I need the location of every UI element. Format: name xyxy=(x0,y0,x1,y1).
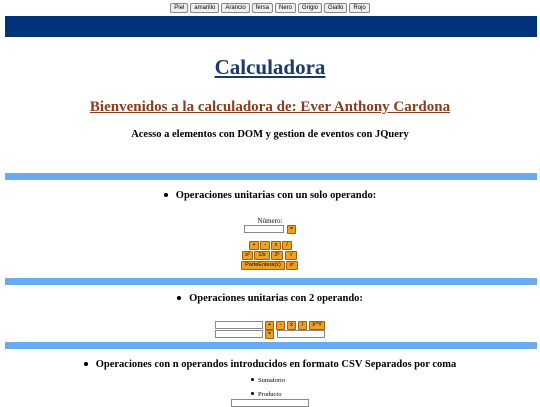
subtitle: Acesso a elementos con DOM y gestion de eventos con JQuery xyxy=(131,129,409,140)
unary-section-title xyxy=(0,190,540,201)
nary-title-text: Operaciones con n operandos introducidos en formato CSV Separados por coma xyxy=(95,359,457,370)
bullet-icon xyxy=(164,193,168,197)
header-band xyxy=(5,16,537,37)
binary-op-div-button[interactable]: / xyxy=(298,321,307,330)
number-input[interactable] xyxy=(244,225,284,233)
theme-button-piel[interactable]: Piel xyxy=(170,3,188,13)
section-divider xyxy=(5,173,537,180)
sumatorio-item xyxy=(251,377,285,384)
unary-op-plus-button[interactable]: + xyxy=(249,241,259,250)
producto-label: Producto xyxy=(258,391,282,398)
power-of-two-button[interactable]: 2ˣ xyxy=(271,251,283,260)
producto-item xyxy=(251,391,281,398)
binary-op-minus-button[interactable]: - xyxy=(276,321,285,330)
binary-op-mult-button[interactable]: x xyxy=(287,321,296,330)
number-label: Número: xyxy=(257,217,283,225)
unary-op-div-button[interactable]: / xyxy=(282,241,292,250)
operand-b-input[interactable] xyxy=(215,330,263,338)
integer-part-button[interactable]: ParteEntera(x) xyxy=(241,261,285,270)
bullet-icon xyxy=(177,296,181,300)
binary-op-plus-button[interactable]: + xyxy=(265,321,274,330)
square-button[interactable]: x² xyxy=(242,251,253,260)
binary-eval-button[interactable]: = xyxy=(265,330,274,339)
theme-button-arancio[interactable]: Arancio xyxy=(221,3,249,13)
binary-title-text: Operaciones unitarias con 2 operando: xyxy=(189,293,363,304)
welcome-heading: Bienvenidos a la calculadora de: Ever Anthony Cardona xyxy=(89,99,451,115)
binary-result-field[interactable] xyxy=(277,330,325,338)
bullet-icon xyxy=(84,362,88,366)
theme-button-fersa[interactable]: fersa xyxy=(252,3,273,13)
unary-eval-button[interactable]: = xyxy=(287,225,296,234)
nary-section-title xyxy=(0,359,540,370)
binary-section-title xyxy=(0,293,540,304)
inverse-button[interactable]: 1/x xyxy=(254,251,270,260)
section-divider xyxy=(5,278,537,285)
unary-op-minus-button[interactable]: - xyxy=(260,241,270,250)
bullet-icon xyxy=(251,392,254,395)
binary-op-power-button[interactable]: X^Y xyxy=(309,321,325,330)
operand-a-input[interactable] xyxy=(215,321,263,329)
unary-op-mult-button[interactable]: x xyxy=(271,241,281,250)
sumatorio-label: Sumatorio xyxy=(258,377,286,384)
section-divider xyxy=(5,342,537,349)
csv-input[interactable] xyxy=(231,399,309,407)
theme-button-giallo[interactable]: Giallo xyxy=(324,3,347,13)
bullet-icon xyxy=(251,378,254,381)
sqrt-button[interactable]: √ xyxy=(285,251,297,260)
theme-button-grigio[interactable]: Grigio xyxy=(298,3,322,13)
unary-title-text: Operaciones unitarias con un solo operando: xyxy=(175,190,377,201)
theme-button-nero[interactable]: Nero xyxy=(275,3,296,13)
theme-button-rojo[interactable]: Rojo xyxy=(349,3,369,13)
page-title: Calculadora xyxy=(214,55,326,79)
theme-button-amarillo[interactable]: amarillo xyxy=(190,3,219,13)
power-n-button[interactable]: xⁿ xyxy=(286,261,298,270)
theme-selector xyxy=(0,3,540,13)
